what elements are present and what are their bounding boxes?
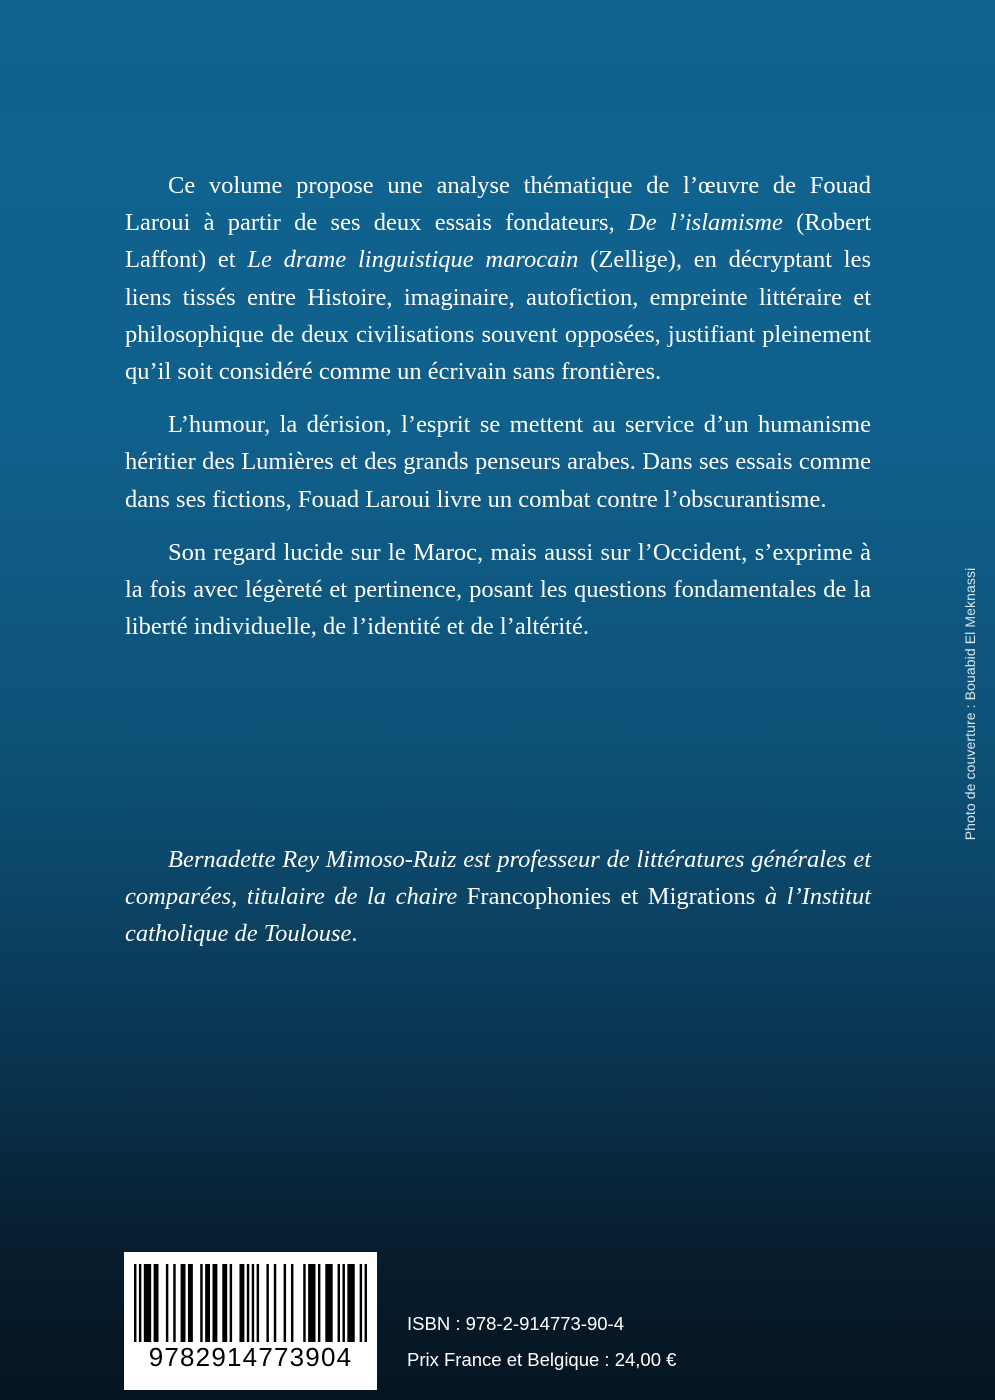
barcode-bar — [266, 1264, 268, 1342]
barcode-bar — [188, 1264, 193, 1342]
author-bio-italic-2: à l’Institut catholique de Toulouse — [125, 883, 872, 948]
barcode-bar — [144, 1264, 151, 1342]
barcode-bar — [318, 1264, 320, 1342]
summary-text-1: Ce volume propose une analyse thématique de l’œuvre de Fouad Laroui à partir de ses deux essais fondateurs, — [125, 172, 871, 237]
author-bio-italic-1: Bernadette Rey Mimoso-Ruiz est professeur de littératures générales et comparées, titulaire de la chaire — [125, 846, 871, 911]
barcode-bar — [212, 1264, 217, 1342]
barcode-bar — [205, 1264, 210, 1342]
barcode-bar — [342, 1264, 344, 1342]
author-bio-chair-name: Francophonies et Migrations — [457, 883, 765, 911]
barcode-bar — [252, 1264, 254, 1342]
barcode-bar — [230, 1264, 232, 1342]
paragraph-summary — [125, 167, 871, 390]
author-bio — [125, 841, 871, 953]
author-bio-end: . — [351, 920, 358, 948]
barcode-bar — [284, 1264, 286, 1342]
book-title-islamisme: De l’islamisme — [628, 209, 783, 237]
barcode-bar — [303, 1264, 305, 1342]
barcode-bars — [134, 1264, 367, 1342]
barcode-bar — [338, 1264, 340, 1342]
paragraph-humour: L’humour, la dérision, l’esprit se mettent au service d’un humanisme héritier des Lumières et des grands penseurs arabes. Dans ses essais comme dans ses fictions, Fouad Laroui livre un combat contre l’obscurantisme. — [125, 411, 871, 513]
barcode — [124, 1252, 377, 1390]
barcode-bar — [360, 1264, 362, 1342]
barcode-bar — [200, 1264, 202, 1342]
barcode-bar — [222, 1264, 227, 1342]
author-bio-paragraph — [125, 841, 871, 953]
barcode-bar — [139, 1264, 141, 1342]
barcode-bar — [173, 1264, 175, 1342]
book-title-drame-linguistique: Le drame linguistique marocain — [247, 246, 579, 274]
barcode-bar — [181, 1264, 186, 1342]
barcode-bar — [308, 1264, 315, 1342]
barcode-bar — [291, 1264, 293, 1342]
isbn: ISBN : 978-2-914773-90-4 — [407, 1313, 624, 1334]
barcode-bar — [247, 1264, 249, 1342]
summary-text-3: (Zellige), en décryptant les liens tissés entre Histoire, imaginaire, autofiction, empreinte littéraire et philosophique de deux civilisations souvent opposées, justifiant pleinement qu’il soit considéré comme un écrivain sans frontières. — [125, 246, 872, 386]
barcode-bar — [257, 1264, 259, 1342]
back-cover-text — [125, 167, 871, 645]
summary-text-2: (Robert Laffont) et — [125, 209, 871, 274]
barcode-bar — [365, 1264, 367, 1342]
barcode-bar — [166, 1264, 168, 1342]
barcode-bar — [274, 1264, 276, 1342]
barcode-bar — [325, 1264, 332, 1342]
barcode-digits: 9782914773904 — [148, 1342, 353, 1372]
paragraph-regard: Son regard lucide sur le Maroc, mais aussi sur l’Occident, s’exprime à la fois avec légèreté et pertinence, posant les questions fondamentales de la liberté individuelle, de l’identité et de l’altérité. — [125, 538, 871, 641]
barcode-bar — [134, 1264, 136, 1342]
barcode-bar — [347, 1264, 354, 1342]
photo-credit: Photo de couverture : Bouabid El Meknassi — [962, 567, 978, 841]
barcode-bar — [154, 1264, 159, 1342]
price: Prix France et Belgique : 24,00 € — [407, 1349, 677, 1370]
barcode-bar — [239, 1264, 244, 1342]
